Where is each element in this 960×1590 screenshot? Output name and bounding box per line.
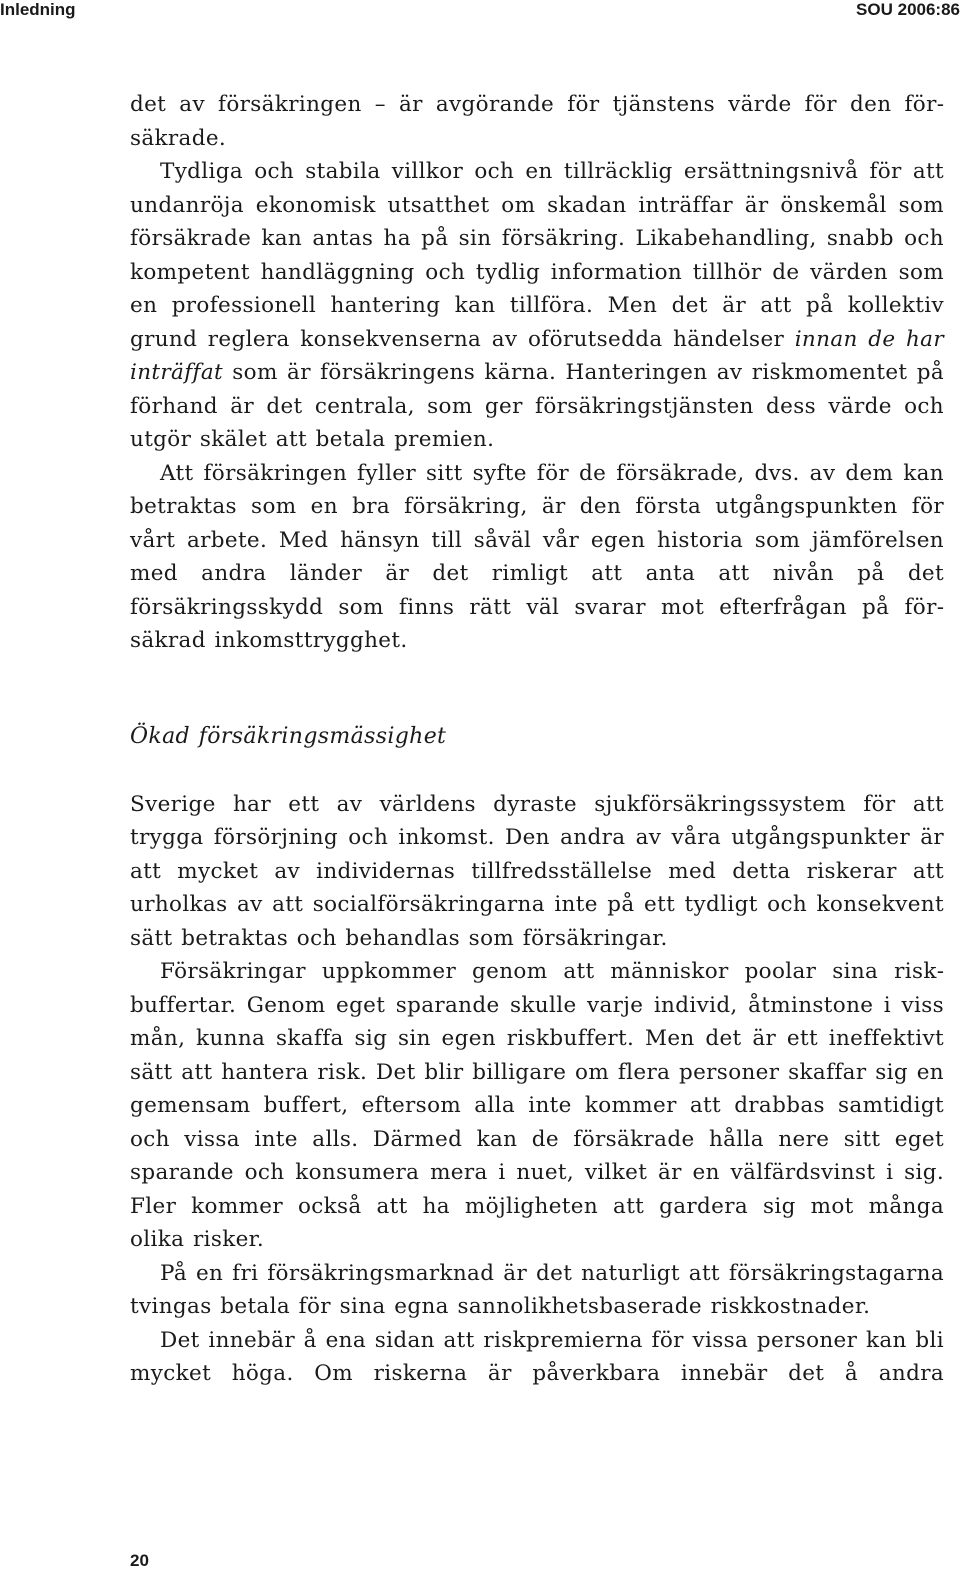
paragraph [130,155,944,457]
paragraph-text: som är försäkringens kärna. Hanteringen av riskmomentet på förhand är det centrala, som ger försäkringstjänsten dess värde och utgör skälet att betala premien. [130,360,944,452]
document-reference: SOU 2006:86 [856,0,960,19]
paragraph-text: Tydliga och stabila villkor och en tillräcklig ersättningsnivå för att undanröja ekonomisk utsatthet om skadan inträffar är önskemål som försäkrade kan antas ha på sin försäkring. Likabehandling, snabb och kompetent handläggning och tydlig information tillhör de värden som en professionell hantering kan tillföra. Men det är att på kollektiv grund reglera konsekvenserna av oförutsedda händelser [130,159,944,352]
running-header [0,0,960,24]
paragraph-continuation: det av försäkringen – är avgörande för tjänstens värde för den försäkrade. [130,92,944,151]
paragraph: Sverige har ett av världens dyraste sjukförsäkringssystem för att trygga försörjning och inkomst. Den andra av våra utgångspunkter är att mycket av individernas tillfredsställelse med detta riskerar att urholkas av att socialförsäkringarna inte på ett tydligt och konsekvent sätt betraktas och behandlas som försäkringar. [130,791,944,951]
paragraph: Försäkringar uppkommer genom att människor poolar sina riskbuffertar. Genom eget sparande skulle varje individ, åtminstone i viss mån, kunna skaffa sig sin egen riskbuffert. Men det är ett ineffektivt sätt att hantera risk. Det blir billigare om flera personer skaffar sig en gemensam buffert, eftersom alla inte kommer att drabbas samtidigt och vissa inte alls. Därmed kan de försäkrade hålla nere sitt eget sparande och konsumera mera i nuet, vilket är en välfärdsvinst i sig. Fler kommer också att ha möjligheten att gardera sig mot många olika risker. [130,959,944,1252]
page-body [130,88,944,1391]
paragraph: På en fri försäkringsmarknad är det naturligt att försäkringstagarna tvingas betala för sina egna sannolikhetsbaserade riskkostnader. [130,1260,944,1319]
emphasis-text: innan de har inträffat [130,326,944,385]
page-number: 20 [130,1551,149,1570]
paragraph: Att försäkringen fyller sitt syfte för de försäkrade, dvs. av dem kan betraktas som en bra försäkring, är den första utgångspunkten för vårt arbete. Med hänsyn till såväl vår egen historia som jämförelsen med andra länder är det rimligt att anta att nivån på det försäkringsskydd som finns rätt väl svarar mot efterfrågan på försäkrad inkomsttrygghet. [130,460,944,653]
section-heading: Ökad försäkringsmässighet [130,723,447,749]
chapter-title: Inledning [0,0,76,19]
paragraph-continues: Det innebär å ena sidan att riskpremierna för vissa personer kan bli mycket höga. Om riskerna är påverkbara innebär det å andra [130,1327,944,1386]
